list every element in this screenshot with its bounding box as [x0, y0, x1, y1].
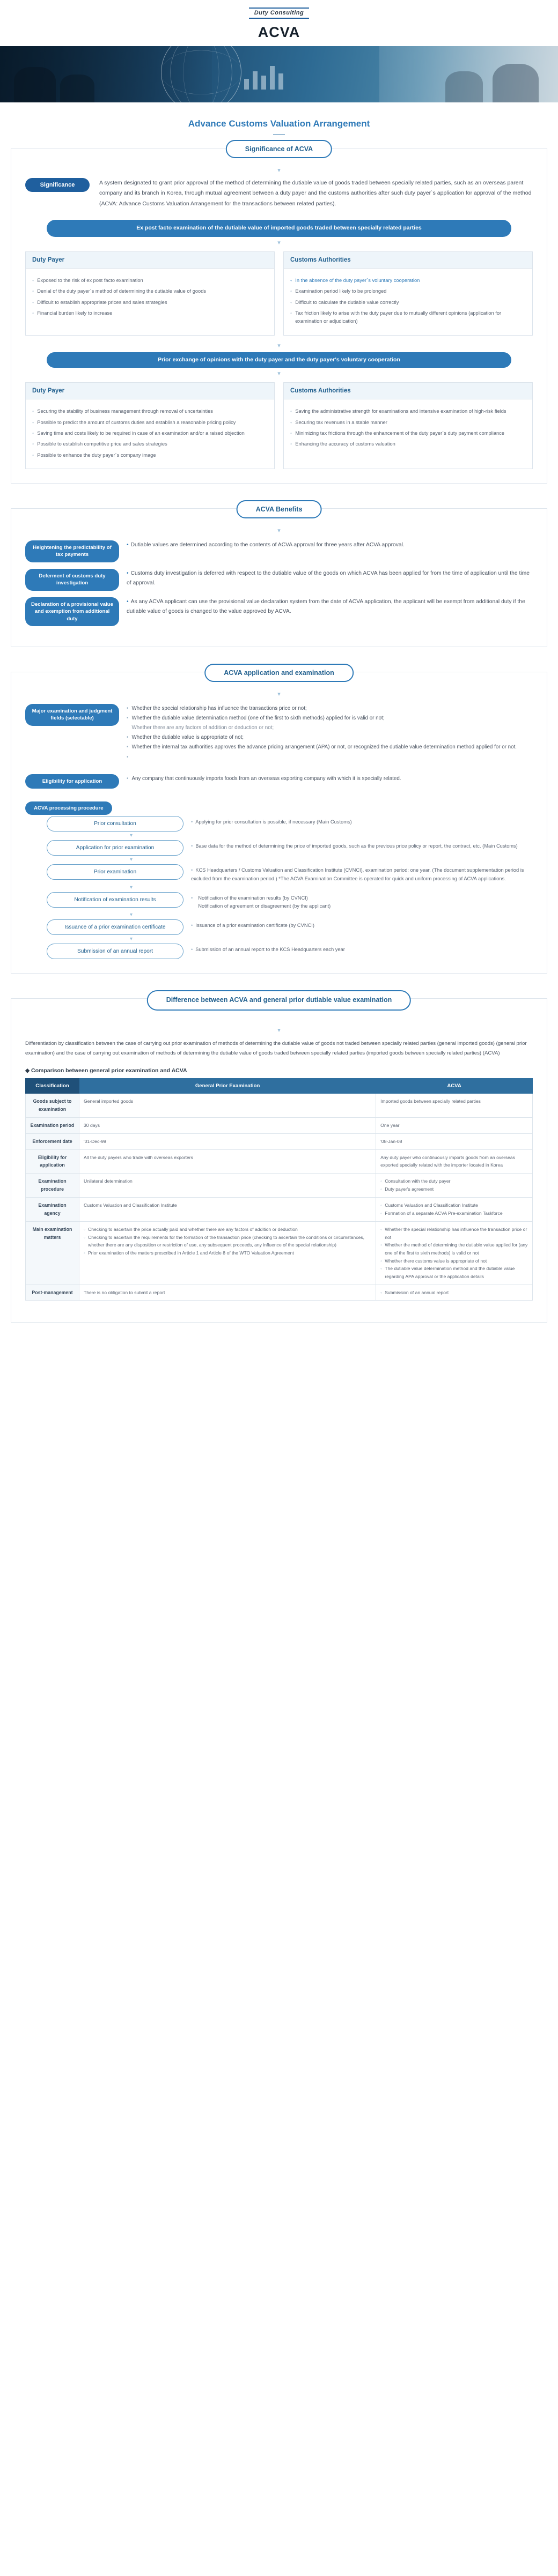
cell-general: All the duty payers who trade with overseas exporters — [79, 1149, 376, 1174]
benefit-tag: Heightening the predictability of tax payments — [25, 540, 119, 562]
bar-chart-icon — [244, 66, 283, 90]
chevron-down-icon: ▾ — [130, 912, 133, 918]
bullet-icon: ◦ — [380, 1289, 383, 1295]
list-item-label: Whether the dutiable value determination method (one of the first to sixth methods) applied for is valid or not; — [131, 715, 385, 722]
list-item — [84, 1249, 371, 1257]
list-item — [127, 704, 517, 714]
benefits-block — [11, 508, 547, 647]
page-title: Advance Customs Valuation Arrangement — [188, 118, 370, 129]
list-item-label: Possible to predict the amount of customs duties and establish a reasonable pricing policy — [37, 419, 236, 425]
benefit-text — [127, 540, 405, 551]
bullet-icon: ◦ — [32, 299, 34, 305]
list-item — [127, 774, 401, 784]
duty-payer-list — [26, 399, 274, 469]
table-row — [26, 1149, 533, 1174]
bullet-icon: ◦ — [290, 310, 292, 316]
list-item-label: Minimizing tax frictions through the enhancement of the duty payer`s duty payment compliance — [295, 430, 504, 436]
bullet-icon: • — [191, 819, 193, 825]
cell-acva — [376, 1222, 533, 1285]
list-item — [290, 429, 526, 437]
bullet-icon: ◦ — [290, 409, 292, 414]
list-item-label: Possible to enhance the duty payer`s company image — [37, 452, 156, 458]
table-row — [26, 1174, 533, 1198]
cell-general: Unilateral determination — [79, 1174, 376, 1198]
column-header-classification: Classification — [26, 1078, 79, 1093]
bullet-icon: ◦ — [290, 299, 292, 305]
bullet-icon: ◦ — [84, 1227, 86, 1233]
list-item — [32, 287, 268, 295]
comparison-table — [25, 1078, 533, 1301]
list-item — [32, 309, 268, 317]
bullet-icon: ◦ — [290, 430, 292, 436]
flow-step-text-label: Issuance of a prior examination certificate (by CVNCI) — [195, 923, 314, 929]
list-item-label: Saving the administrative strength for examinations and intensive examination of high-risk fields — [295, 409, 506, 414]
significance-tag: Significance — [25, 178, 90, 192]
bullet-icon: • — [127, 744, 129, 751]
significance-paragraph: A system designated to grant prior approval of the method of determining the dutiable value of goods traded between specially related parties, such as an overseas parent company and its branch in Korea, through mutual agreement between a duty payer and the customs authorities after such duty payer`s application for approval of the method (ACVA: Advance Customs Valuation Arrangement for the transactions between related parties). — [99, 180, 532, 207]
flow-step-text — [191, 816, 352, 827]
flow-step-text — [191, 892, 331, 911]
bullet-icon: ◦ — [380, 1178, 383, 1184]
bullet-icon: • — [127, 598, 129, 605]
list-item-label: Whether the dutiable value is appropriate of not; — [131, 734, 244, 741]
cell-acva: Any duty payer who continuously imports goods from an overseas exported specially related with the importer located in Korea — [376, 1149, 533, 1174]
cell-acva — [376, 1174, 533, 1198]
bullet-icon: ◦ — [84, 1234, 86, 1240]
significance-definition-row — [25, 178, 533, 209]
chevron-down-icon: ▾ — [277, 691, 281, 697]
list-item — [290, 407, 526, 415]
benefit-text — [127, 597, 533, 617]
bullet-icon: • — [191, 843, 193, 849]
list-item-label: Checking to ascertain the price actually paid and whether there are any factors of addition or deduction — [88, 1227, 298, 1233]
list-item-label: Prior examination of the matters prescribed in Article 1 and Article 8 of the WTO Valuation Agreement — [88, 1250, 294, 1256]
person-silhouette — [493, 64, 539, 102]
cell-general: 30 days — [79, 1117, 376, 1133]
difference-paragraph: Differentiation by classification between the case of carrying out prior examination of methods of determining the dutiable value of goods not traded between specially related parties (general imported goods) (general prior examination) and the case of carrying out examination of methods of determining the dutiable value of goods traded between specially related parties (imported goods between specially related parties) (ACVA) — [25, 1041, 527, 1057]
significance-block — [11, 145, 547, 484]
customs-authorities-column — [283, 251, 533, 336]
duty-payer-list — [26, 269, 274, 326]
list-item-label: Securing tax revenues in a stable manner — [295, 419, 387, 425]
list-item-label: The dutiable value determination method and the dutiable value regarding APA approval or the application details — [385, 1266, 515, 1279]
cell-general: General imported goods — [79, 1093, 376, 1117]
list-item — [32, 429, 268, 437]
compare-group-2 — [25, 382, 533, 469]
application-block — [11, 669, 547, 974]
bullet-icon: ◦ — [32, 310, 34, 316]
customs-authorities-header: Customs Authorities — [284, 252, 532, 269]
list-item — [380, 1201, 528, 1209]
list-item-label: Difficult to establish appropriate prices and sales strategies — [37, 299, 167, 305]
flow-step-text — [191, 944, 345, 954]
customs-authorities-header: Customs Authorities — [284, 383, 532, 399]
row-header: Post-management — [26, 1285, 79, 1301]
row-header: Main examination matters — [26, 1222, 79, 1285]
row-header: Examination period — [26, 1117, 79, 1133]
list-item — [380, 1226, 528, 1241]
flow-step-text — [191, 864, 533, 884]
flow-step-text-label: Base data for the method of determining the price of imported goods, such as the previous price policy or report, the contract, etc. (Main Customs) — [195, 843, 518, 849]
list-item-label: Whether there customs value is appropriate of not — [385, 1258, 487, 1264]
person-silhouette — [14, 67, 56, 102]
flow-step-text-label: Notification of the examination results (by CVNCI) — [198, 895, 308, 901]
benefit-tag: Declaration of a provisional value and exemption from additional duty — [25, 597, 119, 626]
bullet-icon: ◦ — [380, 1227, 383, 1233]
eligibility-tag: Eligibility for application — [25, 774, 119, 789]
list-item-label: Any company that continuously imports foods from an overseas exporting company with which it is specially related. — [131, 775, 401, 782]
bullet-icon: • — [127, 570, 129, 576]
bullet-icon: • — [191, 867, 193, 873]
procedure-section — [25, 798, 533, 959]
difference-block — [11, 998, 547, 1323]
list-item-label: Securing the stability of business management through removal of uncertainties — [37, 409, 213, 414]
flow-step — [47, 919, 533, 935]
list-item-label: Difficult to calculate the dutiable value correctly — [295, 299, 399, 305]
list-item — [32, 440, 268, 448]
bullet-icon: • — [191, 895, 193, 901]
bullet-icon: ◦ — [380, 1242, 383, 1248]
flow-step — [47, 944, 533, 959]
ex-post-facto-banner: Ex post facto examination of the dutiable value of imported goods traded between specially related parties — [47, 220, 511, 237]
flow-step — [47, 816, 533, 832]
benefit-text-label: Dutiable values are determined according to the contents of ACVA approval for three years after ACVA approval. — [130, 542, 405, 548]
bullet-icon: • — [127, 734, 129, 741]
difference-heading: Difference between ACVA and general prior dutiable value examination — [147, 990, 411, 1011]
list-item — [380, 1265, 528, 1280]
list-item-label: Denial of the duty payer`s method of determining the dutiable value of goods — [37, 288, 207, 294]
benefit-text-label: Customs duty investigation is deferred with respect to the dutiable value of the goods on which ACVA has been applied for from the time of application until the time of approval. — [127, 570, 530, 587]
bullet-icon: ◦ — [84, 1250, 86, 1256]
cell-acva — [376, 1198, 533, 1222]
row-header: Enforcement date — [26, 1133, 79, 1149]
bullet-icon: ◦ — [380, 1266, 383, 1272]
flow-step-text — [191, 919, 314, 930]
bullet-icon: • — [191, 923, 193, 929]
bullet-icon: • — [127, 715, 129, 722]
flow-step-text-label: Notification of agreement or disagreement (by the applicant) — [198, 903, 331, 909]
list-item — [32, 407, 268, 415]
chevron-down-icon: ▾ — [277, 370, 281, 377]
major-fields-tag: Major examination and judgment fields (selectable) — [25, 704, 119, 726]
brand-kicker: Duty Consulting — [249, 8, 309, 19]
list-item-label: Examination period likely to be prolonged — [295, 288, 387, 294]
list-item — [290, 309, 526, 326]
chevron-down-icon: ▾ — [130, 884, 133, 890]
bullet-icon: ◆ — [25, 1067, 31, 1074]
list-item — [127, 733, 517, 743]
row-header: Goods subject to examination — [26, 1093, 79, 1117]
table-caption — [25, 1067, 533, 1074]
bullet-icon: ◦ — [290, 441, 292, 447]
benefit-row — [25, 569, 533, 591]
list-item-label: Customs Valuation and Classification Institute — [385, 1202, 478, 1208]
bullet-icon: ◦ — [32, 278, 34, 284]
list-item-label: Whether the special relationship has influence the transactions price or not; — [131, 706, 307, 711]
chevron-down-icon: ▾ — [277, 342, 281, 349]
table-row — [26, 1093, 533, 1117]
chevron-down-icon: ▾ — [130, 833, 133, 839]
table-header-row — [26, 1078, 533, 1093]
flow-step-box: Issuance of a prior examination certificate — [47, 919, 183, 935]
row-header: Examination procedure — [26, 1174, 79, 1198]
table-row — [26, 1198, 533, 1222]
bullet-icon: ◦ — [32, 409, 34, 414]
benefit-row — [25, 540, 533, 562]
major-fields-row — [25, 704, 533, 762]
bullet-icon: • — [127, 706, 129, 711]
list-item-label: Whether there are any factors of addition or deduction or not; — [131, 725, 274, 731]
customs-authorities-list — [284, 269, 532, 335]
table-row — [26, 1285, 533, 1301]
cell-general: There is no obligation to submit a report — [79, 1285, 376, 1301]
bullet-icon: ◦ — [32, 419, 34, 425]
duty-payer-header: Duty Payer — [26, 252, 274, 269]
bullet-icon: • — [127, 542, 129, 548]
list-item-label: Consultation with the duty payer — [385, 1178, 451, 1184]
list-item-label: Formation of a separate ACVA Pre-examination Taskforce — [385, 1210, 503, 1216]
list-item — [32, 277, 268, 285]
cell-general — [79, 1222, 376, 1285]
brand-title: ACVA — [258, 24, 300, 40]
bullet-icon: • — [127, 775, 129, 782]
list-item-label: Enhancing the accuracy of customs valuation — [295, 441, 395, 447]
benefit-text-label: As any ACVA applicant can use the provisional value declaration system from the date of ACVA application, the applicant will be exempt from additional duty if the dutiable value of goods is changed to the value approved by ACVA. — [127, 598, 525, 615]
bullet-icon: ◦ — [32, 288, 34, 294]
row-header: Eligibility for application — [26, 1149, 79, 1174]
row-header: Examination agency — [26, 1198, 79, 1222]
flow-step-text-label: Submission of an annual report to the KCS Headquarters each year — [195, 947, 345, 953]
globe-meridian-icon — [161, 50, 241, 95]
benefit-row — [25, 597, 533, 626]
list-item-label: Whether the method of determining the dutiable value applied for (any one of the first to sixth methods) is valid or not — [385, 1242, 528, 1256]
bullet-icon: ◦ — [380, 1186, 383, 1192]
list-item-label: Whether the special relationship has influence the transaction price or not — [385, 1227, 527, 1240]
list-item-label: Submission of an annual report — [385, 1289, 449, 1295]
column-header-general: General Prior Examination — [79, 1078, 376, 1093]
list-item — [380, 1177, 528, 1185]
table-caption-label: Comparison between general prior examination and ACVA — [31, 1067, 187, 1074]
bullet-icon: ◦ — [32, 452, 34, 458]
cell-acva — [376, 1285, 533, 1301]
cell-general: Customs Valuation and Classification Institute — [79, 1198, 376, 1222]
customs-authorities-list — [284, 399, 532, 457]
eligibility-list — [127, 774, 401, 784]
eligibility-row — [25, 774, 533, 789]
bullet-icon: ◦ — [290, 278, 292, 284]
compare-group-1 — [25, 251, 533, 336]
list-item — [290, 299, 526, 307]
chevron-down-icon: ▾ — [277, 240, 281, 247]
chevron-down-icon: ▾ — [130, 936, 133, 942]
significance-heading: Significance of ACVA — [226, 140, 332, 158]
bullet-icon: ◦ — [290, 288, 292, 294]
list-item — [380, 1185, 528, 1193]
procedure-tag: ACVA processing procedure — [25, 801, 112, 815]
benefit-tag: Deferment of customs duty investigation — [25, 569, 119, 591]
chevron-down-icon: ▾ — [277, 167, 281, 174]
duty-payer-header: Duty Payer — [26, 383, 274, 399]
application-heading: ACVA application and examination — [204, 664, 354, 682]
list-item — [380, 1257, 528, 1265]
list-item-label: Checking to ascertain the requirements for the formation of the transaction price (checking to ascertain the conditions or circumstances, whether there are any disposition or restriction of use, any subsequent proceeds, any influence of the special relationship) — [88, 1234, 364, 1248]
title-divider — [273, 134, 285, 135]
list-item — [127, 753, 517, 762]
hero-banner-image — [0, 46, 558, 102]
flow-step-box: Prior examination — [47, 864, 183, 880]
major-fields-list — [127, 704, 517, 762]
person-silhouette — [60, 75, 94, 102]
bullet-icon: ◦ — [380, 1258, 383, 1264]
bullet-icon: ◦ — [32, 430, 34, 436]
list-item — [127, 723, 517, 733]
list-item — [290, 419, 526, 427]
bullet-icon: ◦ — [380, 1202, 383, 1208]
list-item — [290, 287, 526, 295]
list-item — [290, 440, 526, 448]
flow-step — [47, 892, 533, 911]
procedure-flow — [47, 816, 533, 959]
chevron-down-icon: ▾ — [277, 1027, 281, 1034]
column-header-acva: ACVA — [376, 1078, 533, 1093]
flow-step-text-label: Applying for prior consultation is possible, if necessary (Main Customs) — [195, 819, 352, 825]
flow-step-box: Prior consultation — [47, 816, 183, 832]
bullet-icon: ◦ — [380, 1210, 383, 1216]
list-item — [84, 1234, 371, 1249]
list-item — [380, 1289, 528, 1297]
flow-step-text — [191, 840, 518, 851]
list-item — [84, 1226, 371, 1234]
flow-step-box: Notification of examination results — [47, 892, 183, 908]
bullet-icon: • — [127, 754, 129, 760]
flow-step — [47, 864, 533, 884]
list-item — [380, 1209, 528, 1218]
prior-exchange-banner: Prior exchange of opinions with the duty payer and the duty payer's voluntary cooperation — [47, 352, 511, 368]
customs-authorities-column — [283, 382, 533, 469]
table-row — [26, 1117, 533, 1133]
cell-general: '01-Dec-99 — [79, 1133, 376, 1149]
bullet-icon: • — [191, 947, 193, 953]
flow-step-text-label: KCS Headquarters / Customs Valuation and Classification Institute (CVNCI), examination period: one year. (The document supplementation period is excluded from the examination period.) *The ACVA Examination Committee is operated for quick and uniform processing of ACVA applications. — [191, 867, 524, 881]
list-item-label: Tax friction likely to arise with the duty payer due to mutually different opinions (application for examination or adjudication) — [295, 310, 502, 324]
cell-acva: Imported goods between specially related parties — [376, 1093, 533, 1117]
list-item-label: Saving time and costs likely to be required in case of an examination and/or a raised objection — [37, 430, 245, 436]
brand-header — [0, 0, 558, 46]
flow-step — [47, 840, 533, 856]
list-item-label: In the absence of the duty payer`s voluntary cooperation — [295, 278, 420, 284]
chevron-down-icon: ▾ — [130, 857, 133, 863]
benefit-text — [127, 569, 533, 589]
list-item — [32, 299, 268, 307]
duty-payer-column — [25, 251, 275, 336]
duty-payer-column — [25, 382, 275, 469]
cell-acva: '08-Jan-08 — [376, 1133, 533, 1149]
cell-acva: One year — [376, 1117, 533, 1133]
list-item-label: Financial burden likely to increase — [37, 310, 113, 316]
list-item — [380, 1241, 528, 1257]
list-item-label: Possible to establish competitive price and sales strategies — [37, 441, 167, 447]
list-item-label: Exposed to the risk of ex post facto examination — [37, 278, 143, 284]
list-item-label: Duty payer's agreement — [385, 1186, 434, 1192]
person-silhouette — [445, 71, 483, 102]
table-row — [26, 1222, 533, 1285]
table-row — [26, 1133, 533, 1149]
list-item — [32, 451, 268, 459]
list-item-label: Whether the internal tax authorities approves the advance pricing arrangement (APA) or not, or recognized the dutiable value determination method applied for or not. — [131, 744, 517, 751]
chevron-down-icon: ▾ — [277, 528, 281, 534]
flow-step-box: Application for prior examination — [47, 840, 183, 856]
bullet-icon: ◦ — [290, 419, 292, 425]
list-item — [127, 714, 517, 723]
flow-step-box: Submission of an annual report — [47, 944, 183, 959]
list-item — [127, 743, 517, 752]
list-item — [290, 277, 526, 285]
benefits-heading: ACVA Benefits — [237, 500, 322, 518]
bullet-icon: ◦ — [32, 441, 34, 447]
list-item — [32, 419, 268, 427]
